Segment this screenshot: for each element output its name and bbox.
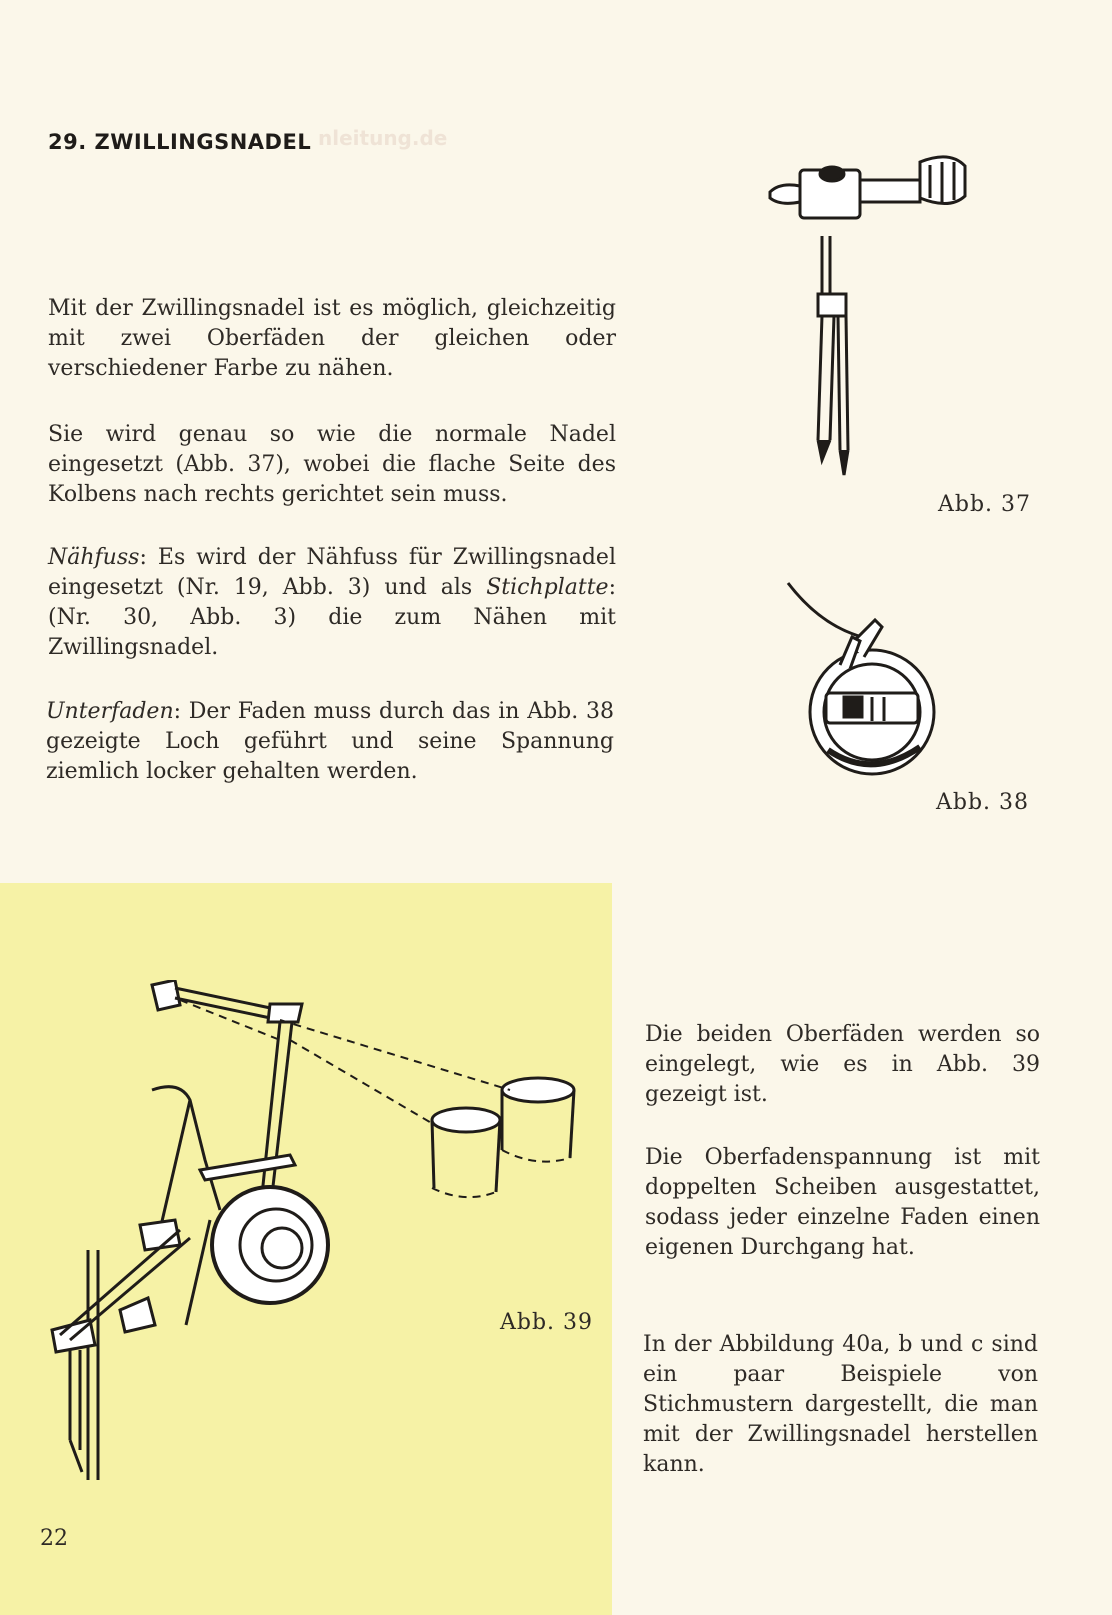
bobbin-thread-label: Unterfaden	[46, 699, 174, 724]
page-number: 22	[40, 1526, 68, 1551]
twin-needle-illustration	[760, 140, 980, 490]
paragraph-threading: Die beiden Oberfäden werden so eingelegt, wie es in Abb. 39 gezeigt ist.	[645, 1022, 1040, 1107]
paragraph-intro: Mit der Zwillingsnadel ist es möglich, gleichzeitig mit zwei Oberfäden der gleichen oder verschiedener Farbe zu nähen.	[48, 296, 616, 381]
bobbin-case-illustration	[780, 575, 960, 790]
needle-plate-text: : (Nr. 30, Abb. 3) die zum Nähen mit Zwillingsnadel.	[48, 575, 616, 660]
paragraph-insertion: Sie wird genau so wie die normale Nadel eingesetzt (Abb. 37), wobei die flache Seite des Kolbens nach rechts gerichtet sein muss.	[48, 422, 616, 507]
section-heading: 29. ZWILLINGSNADEL	[48, 130, 312, 154]
paragraph-bobbin-thread	[46, 697, 614, 787]
caption-fig37: Abb. 37	[938, 492, 1032, 517]
paragraph-tension: Die Oberfadenspannung ist mit doppelten Scheiben ausgestattet, sodass jeder einzelne Faden einen eigenen Durchgang hat.	[645, 1145, 1040, 1260]
presser-foot-label: Nähfuss	[48, 545, 140, 570]
paragraph-presser-foot	[48, 543, 616, 663]
bobbin-thread-text: : Der Faden muss durch das in Abb. 38 gezeigte Loch geführt und seine Spannung ziemlich locker gehalten werden.	[46, 699, 614, 784]
watermark-text: nleitung.de	[318, 126, 448, 150]
caption-fig39: Abb. 39	[500, 1310, 594, 1335]
presser-foot-text: : Es wird der Nähfuss für Zwillingsnadel eingesetzt (Nr. 19, Abb. 3) und als	[48, 545, 616, 600]
paragraph-stitch-patterns: In der Abbildung 40a, b und c sind ein paar Beispiele von Stichmustern dargestellt, die man mit der Zwillingsnadel herstellen kann.	[643, 1332, 1038, 1477]
needle-plate-label: Stichplatte	[486, 575, 609, 600]
caption-fig38: Abb. 38	[936, 790, 1030, 815]
twin-thread-path-illustration	[40, 980, 610, 1480]
